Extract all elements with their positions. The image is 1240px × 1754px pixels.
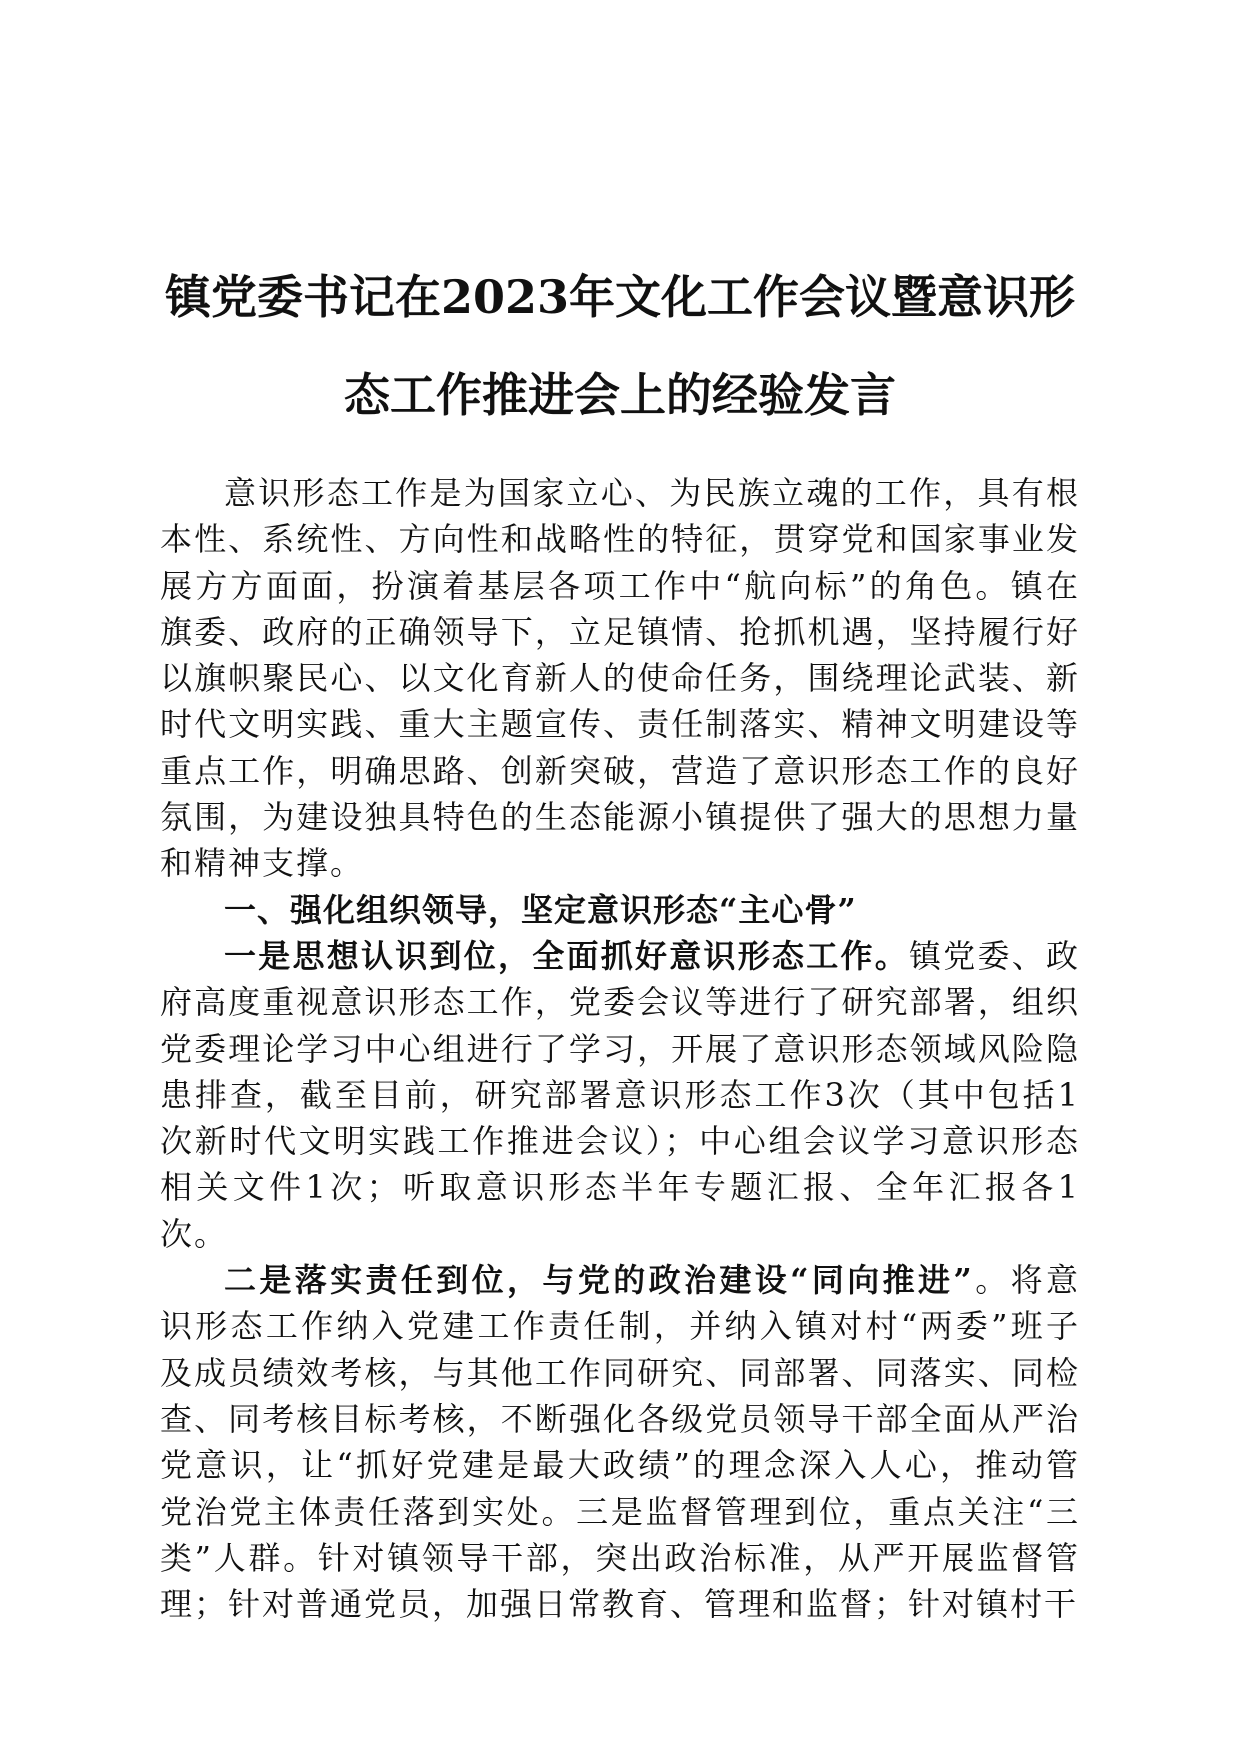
- document-body: [160, 470, 1080, 1627]
- title-line-1: 镇党委书记在2023年文化工作会议暨意识形: [164, 270, 1076, 324]
- section-heading-1: 一、强化组织领导，坚定意识形态“主心骨”: [224, 890, 857, 929]
- paragraph-2-text: 。将意识形态工作纳入党建工作责任制，并纳入镇对村“两委”班子及成员绩效考核，与其他工作同研究、同部署、同落实、同检查、同考核目标考核，不断强化各级党员领导干部全面从严治党意识，让“抓好党建是最大政绩”的理念深入人心，推动管党治党主体责任落到实处。三是监督管理到位，重点关注“三类”人群。针对镇领导干部，突出政治标准，从严开展监督管理；针对普通党员，加强日常教育、管理和监督；针对镇村干: [160, 1261, 1080, 1624]
- paragraph-1-lead: 一是思想认识到位，全面抓好意识形态工作。: [224, 936, 909, 975]
- intro-paragraph: 意识形态工作是为国家立心、为民族立魂的工作，具有根本性、系统性、方向性和战略性的特征，贯穿党和国家事业发展方方面面，扮演着基层各项工作中“航向标”的角色。镇在旗委、政府的正确领导下，立足镇情、抢抓机遇，坚持履行好以旗帜聚民心、以文化育新人的使命任务，围绕理论武装、新时代文明实践、重大主题宣传、责任制落实、精神文明建设等重点工作，明确思路、创新突破，营造了意识形态工作的良好氛围，为建设独具特色的生态能源小镇提供了强大的思想力量和精神支撑。: [160, 474, 1080, 883]
- title-line-2: 态工作推进会上的经验发言: [344, 368, 896, 422]
- paragraph-1-text: 镇党委、政府高度重视意识形态工作，党委会议等进行了研究部署，组织党委理论学习中心组进行了学习，开展了意识形态领域风险隐患排查，截至目前，研究部署意识形态工作3次（其中包括1次新时代文明实践工作推进会议）；中心组会议学习意识形态相关文件1次；听取意识形态半年专题汇报、全年汇报各1次。: [160, 936, 1080, 1253]
- document-title: [150, 248, 1090, 444]
- paragraph-2: [160, 1257, 1080, 1627]
- paragraph-1: [160, 933, 1080, 1257]
- paragraph-2-lead: 二是落实责任到位，与党的政治建设“同向推进”: [224, 1261, 974, 1300]
